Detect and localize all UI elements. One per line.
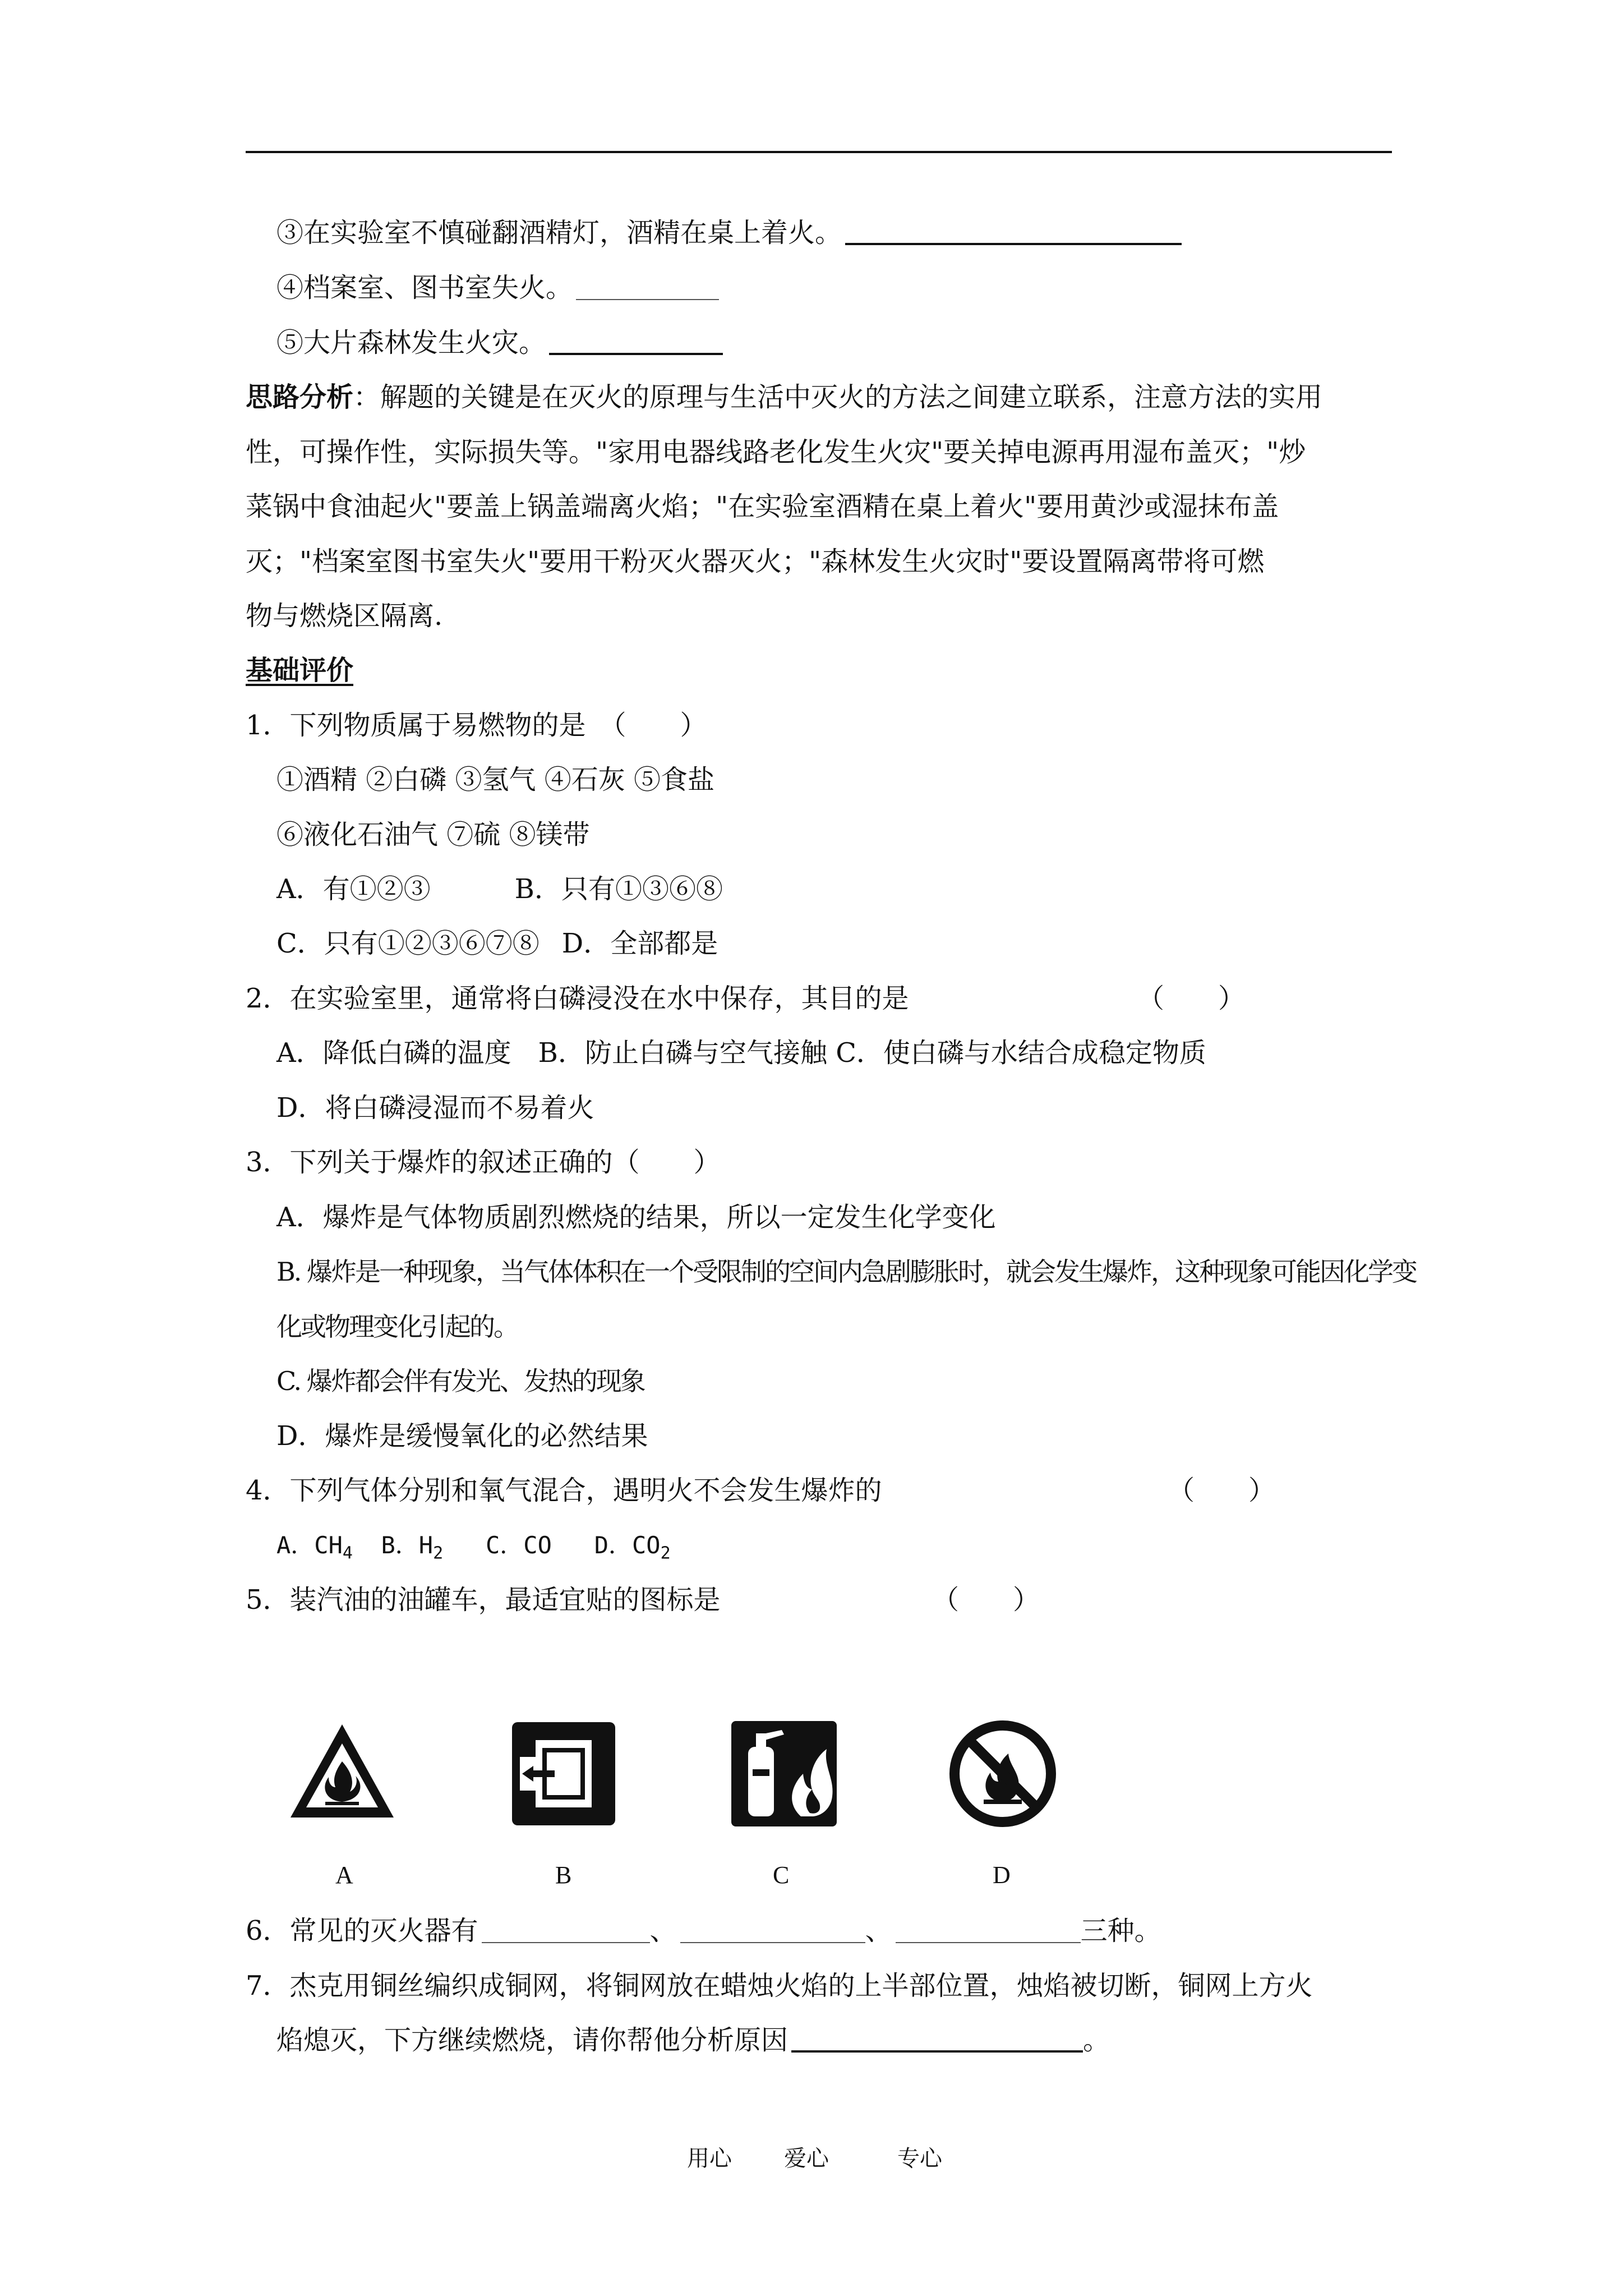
analysis-line-4: 灭；"档案室图书室失火"要用干粉灭火器灭火；"森林发生火灾时"要设置隔离带将可燃 bbox=[246, 546, 1265, 577]
q1-list-2: ⑥液化石油气 ⑦硫 ⑧镁带 bbox=[276, 819, 590, 850]
q4-stem: 4．下列气体分别和氧气混合，遇明火不会发生爆炸的 bbox=[246, 1475, 882, 1506]
analysis-line-2: 性，可操作性，实际损失等。"家用电器线路老化发生火灾"要关掉电源再用湿布盖灭；"炒 bbox=[246, 436, 1306, 468]
analysis-line-3: 菜锅中食油起火"要盖上锅盖端离火焰；"在实验室酒精在桌上着火"要用黄沙或湿抹布盖 bbox=[246, 491, 1279, 522]
q1-option-b[interactable]: B．只有①③⑥⑧ bbox=[514, 873, 723, 905]
item-4-line: ④档案室、图书室失火。 bbox=[276, 271, 719, 305]
q2-options-abc[interactable]: A．降低白磷的温度 B．防止白磷与空气接触 C．使白磷与水结合成稳定物质 bbox=[276, 1037, 1206, 1069]
analysis-line-5: 物与燃烧区隔离. bbox=[246, 600, 443, 632]
analysis-label: 思路分析 bbox=[246, 381, 354, 413]
q3-stem: 3．下列关于爆炸的叙述正确的（ ） bbox=[246, 1147, 721, 1178]
icon-label-c: C bbox=[773, 1861, 790, 1889]
q4-option-c[interactable]: C．CO bbox=[486, 1531, 552, 1559]
q1-option-a[interactable]: A．有①②③ bbox=[276, 873, 431, 905]
q1-options-cd bbox=[276, 927, 718, 960]
q4-options bbox=[276, 1529, 671, 1562]
q2-option-d[interactable]: D．将白磷浸湿而不易着火 bbox=[276, 1092, 594, 1124]
q1-list-1: ①酒精 ②白磷 ③氢气 ④石灰 ⑤食盐 bbox=[276, 764, 715, 795]
q6-line: 6．常见的灭火器有 、 、 三种。 bbox=[246, 1915, 1161, 1947]
fire-extinguisher-icon[interactable] bbox=[728, 1718, 840, 1830]
answer-blank-4[interactable] bbox=[576, 272, 719, 300]
no-fire-icon[interactable] bbox=[947, 1718, 1059, 1830]
answer-blank-5[interactable] bbox=[549, 326, 723, 355]
icon-label-d: D bbox=[993, 1861, 1011, 1889]
q7-answer-blank[interactable] bbox=[791, 2023, 1083, 2053]
footer-word-2: 爱心 bbox=[784, 2146, 829, 2171]
analysis-line-1: 思路分析：解题的关键是在灭火的原理与生活中灭火的方法之间建立联系，注意方法的实用 bbox=[246, 381, 1323, 413]
q5-stem: 5．装汽油的油罐车，最适宜贴的图标是 bbox=[246, 1584, 721, 1616]
section-title: 基础评价 bbox=[246, 655, 354, 686]
footer-word-1: 用心 bbox=[687, 2146, 732, 2171]
q3-option-a[interactable]: A．爆炸是气体物质剧烈燃烧的结果，所以一定发生化学变化 bbox=[276, 1202, 996, 1233]
q4-option-a[interactable]: A．$CH_4$ bbox=[276, 1531, 353, 1563]
exit-door-icon[interactable] bbox=[508, 1718, 620, 1830]
q2-stem: 2．在实验室里，通常将白磷浸没在水中保存，其目的是 bbox=[246, 983, 909, 1014]
q1-option-c[interactable]: C．只有①②③⑥⑦⑧ bbox=[276, 928, 540, 959]
q5-paren: （ ） bbox=[932, 1584, 1040, 1616]
q3-option-d[interactable]: D．爆炸是缓慢氧化的必然结果 bbox=[276, 1420, 648, 1452]
footer-word-3: 专心 bbox=[897, 2146, 942, 2171]
icon-label-b: B bbox=[555, 1861, 572, 1889]
q4-option-d[interactable]: D．$CO_2$ bbox=[594, 1531, 671, 1563]
answer-blank-3[interactable] bbox=[845, 216, 1182, 245]
q7-line-2: 焰熄灭，下方继续燃烧，请你帮他分析原因 。 bbox=[276, 2024, 1110, 2056]
q3-option-b-line-2: 化或物理变化引起的。 bbox=[276, 1312, 518, 1342]
q6-blank-2[interactable] bbox=[680, 1915, 865, 1943]
item-5-line: ⑤大片森林发生火灾。 bbox=[276, 326, 723, 360]
q4-option-b[interactable]: B．$H_2$ bbox=[381, 1531, 444, 1563]
q6-blank-1[interactable] bbox=[482, 1915, 650, 1943]
flammable-warning-icon[interactable] bbox=[286, 1718, 398, 1830]
header-rule bbox=[246, 151, 1392, 153]
q3-option-c[interactable]: C. 爆炸都会伴有发光、发热的现象 bbox=[276, 1366, 644, 1396]
q1-options-ab bbox=[276, 872, 723, 906]
item-3-line: ③在实验室不慎碰翻酒精灯，酒精在桌上着火。 bbox=[276, 216, 1182, 250]
q3-option-b-line-1[interactable]: B. 爆炸是一种现象，当气体体积在一个受限制的空间内急剧膨胀时，就会发生爆炸，这种现象可能因化学变 bbox=[276, 1257, 1417, 1287]
q1-option-d[interactable]: D．全部都是 bbox=[561, 928, 718, 959]
q4-paren: （ ） bbox=[1168, 1475, 1276, 1506]
q1-stem: 1．下列物质属于易燃物的是 （ ） bbox=[246, 710, 707, 741]
q7-line-1: 7．杰克用铜丝编织成铜网，将铜网放在蜡烛火焰的上半部位置，烛焰被切断，铜网上方火 bbox=[246, 1970, 1313, 2001]
q6-blank-3[interactable] bbox=[896, 1915, 1081, 1943]
icon-label-a: A bbox=[335, 1861, 353, 1889]
q2-paren: （ ） bbox=[1137, 983, 1246, 1014]
